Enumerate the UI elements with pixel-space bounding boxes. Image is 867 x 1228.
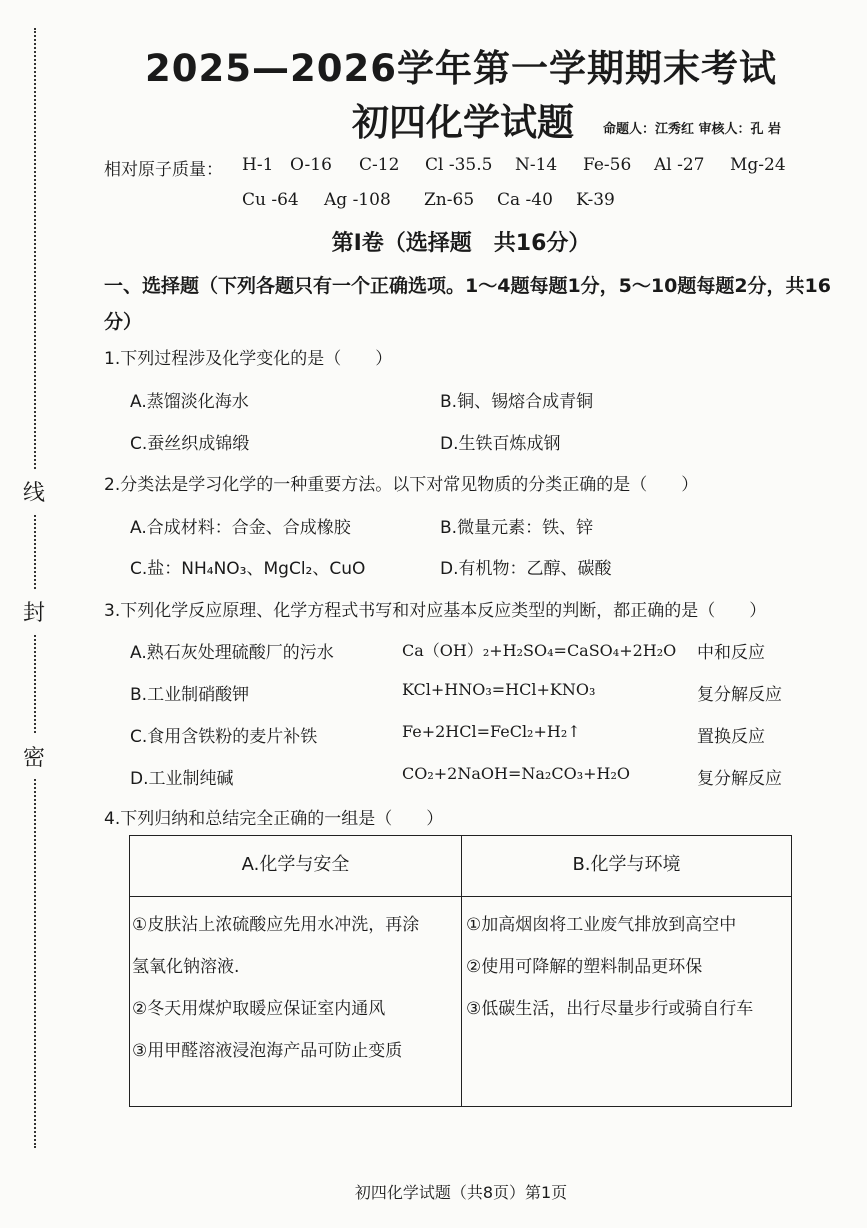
table-line: 氢氧化钠溶液. bbox=[132, 957, 240, 977]
atomic-mass: Zn-65 bbox=[424, 190, 475, 210]
option-d: D.生铁百炼成钢 bbox=[440, 434, 561, 454]
table-divider bbox=[461, 836, 462, 1106]
option-d-equation: CO₂+2NaOH=Na₂CO₃+H₂O bbox=[402, 764, 630, 783]
atomic-mass: Ca -40 bbox=[497, 190, 553, 210]
atomic-mass: Fe-56 bbox=[583, 155, 632, 175]
option-b: B.微量元素：铁、锌 bbox=[440, 518, 594, 538]
question-stem: 3.下列化学反应原理、化学方程式书写和对应基本反应类型的判断，都正确的是（ ） bbox=[104, 601, 767, 621]
table-line: ②冬天用煤炉取暖应保证室内通风 bbox=[132, 999, 386, 1019]
binding-mark-line: 线 bbox=[23, 470, 45, 513]
atomic-mass: O-16 bbox=[290, 155, 332, 175]
table-header-b: B.化学与环境 bbox=[572, 854, 681, 875]
table-line: ①加高烟囱将工业废气排放到高空中 bbox=[466, 915, 737, 935]
section-title: 第I卷（选择题 共16分） bbox=[331, 231, 591, 256]
table-cell-a bbox=[132, 904, 419, 1072]
binding-mark-seal: 封 bbox=[23, 590, 45, 633]
atomic-mass: Al -27 bbox=[654, 155, 705, 175]
table-header-a: A.化学与安全 bbox=[241, 854, 350, 875]
atomic-mass: N-14 bbox=[515, 155, 558, 175]
option-c-type: 置换反应 bbox=[697, 727, 765, 747]
exam-subtitle: 初四化学试题 bbox=[352, 101, 574, 144]
atomic-mass: H-1 bbox=[242, 155, 274, 175]
table-line: ①皮肤沾上浓硫酸应先用水冲洗，再涂 bbox=[132, 915, 420, 935]
option-a-type: 中和反应 bbox=[697, 643, 765, 663]
table-line: ③低碳生活，出行尽量步行或骑自行车 bbox=[466, 999, 754, 1019]
table-line: ③用甲醛溶液浸泡海产品可防止变质 bbox=[132, 1041, 403, 1061]
atomic-mass: K-39 bbox=[576, 190, 615, 210]
comparison-table bbox=[129, 835, 792, 1107]
binding-mark-secret: 密 bbox=[23, 735, 45, 778]
page-footer: 初四化学试题（共8页）第1页 bbox=[354, 1183, 568, 1202]
binding-dotted-line bbox=[34, 28, 36, 1148]
option-a: A.合成材料：合金、合成橡胶 bbox=[130, 518, 351, 538]
atomic-mass: Cu -64 bbox=[242, 190, 299, 210]
section-instruction: 一、选择题（下列各题只有一个正确选项。1～4题每题1分，5～10题每题2分，共16分） bbox=[104, 275, 831, 333]
option-c: C.盐：NH₄NO₃、MgCl₂、CuO bbox=[130, 559, 366, 579]
option-b-equation: KCl+HNO₃=HCl+KNO₃ bbox=[402, 680, 596, 699]
table-cell-b bbox=[466, 904, 753, 1030]
table-line: ②使用可降解的塑料制品更环保 bbox=[466, 957, 703, 977]
option-a-equation: Ca（OH）₂+H₂SO₄=CaSO₄+2H₂O bbox=[402, 641, 677, 660]
option-b-type: 复分解反应 bbox=[697, 685, 782, 705]
option-d: D.有机物：乙醇、碳酸 bbox=[440, 559, 612, 579]
question-stem: 1.下列过程涉及化学变化的是（ ） bbox=[104, 349, 393, 369]
option-d-type: 复分解反应 bbox=[697, 769, 782, 789]
exam-authors: 命题人：江秀红 审核人：孔 岩 bbox=[603, 122, 782, 137]
atomic-mass: Cl -35.5 bbox=[425, 155, 493, 175]
option-a-label: A.熟石灰处理硫酸厂的污水 bbox=[130, 643, 334, 663]
table-divider bbox=[130, 896, 791, 897]
option-c: C.蚕丝织成锦缎 bbox=[130, 434, 250, 454]
question-stem: 4.下列归纳和总结完全正确的一组是（ ） bbox=[104, 809, 444, 829]
option-b-label: B.工业制硝酸钾 bbox=[130, 685, 250, 705]
question-stem: 2.分类法是学习化学的一种重要方法。以下对常见物质的分类正确的是（ ） bbox=[104, 475, 699, 495]
option-c-label: C.食用含铁粉的麦片补铁 bbox=[130, 727, 318, 747]
option-a: A.蒸馏淡化海水 bbox=[130, 392, 249, 412]
atomic-mass: C-12 bbox=[359, 155, 400, 175]
option-d-label: D.工业制纯碱 bbox=[130, 769, 234, 789]
atomic-mass: Ag -108 bbox=[324, 190, 391, 210]
atomic-mass-label: 相对原子质量： bbox=[104, 160, 223, 180]
option-c-equation: Fe+2HCl=FeCl₂+H₂↑ bbox=[402, 722, 581, 741]
atomic-mass: Mg-24 bbox=[730, 155, 786, 175]
option-b: B.铜、锡熔合成青铜 bbox=[440, 392, 594, 412]
exam-title: 2025—2026学年第一学期期末考试 bbox=[145, 47, 777, 90]
